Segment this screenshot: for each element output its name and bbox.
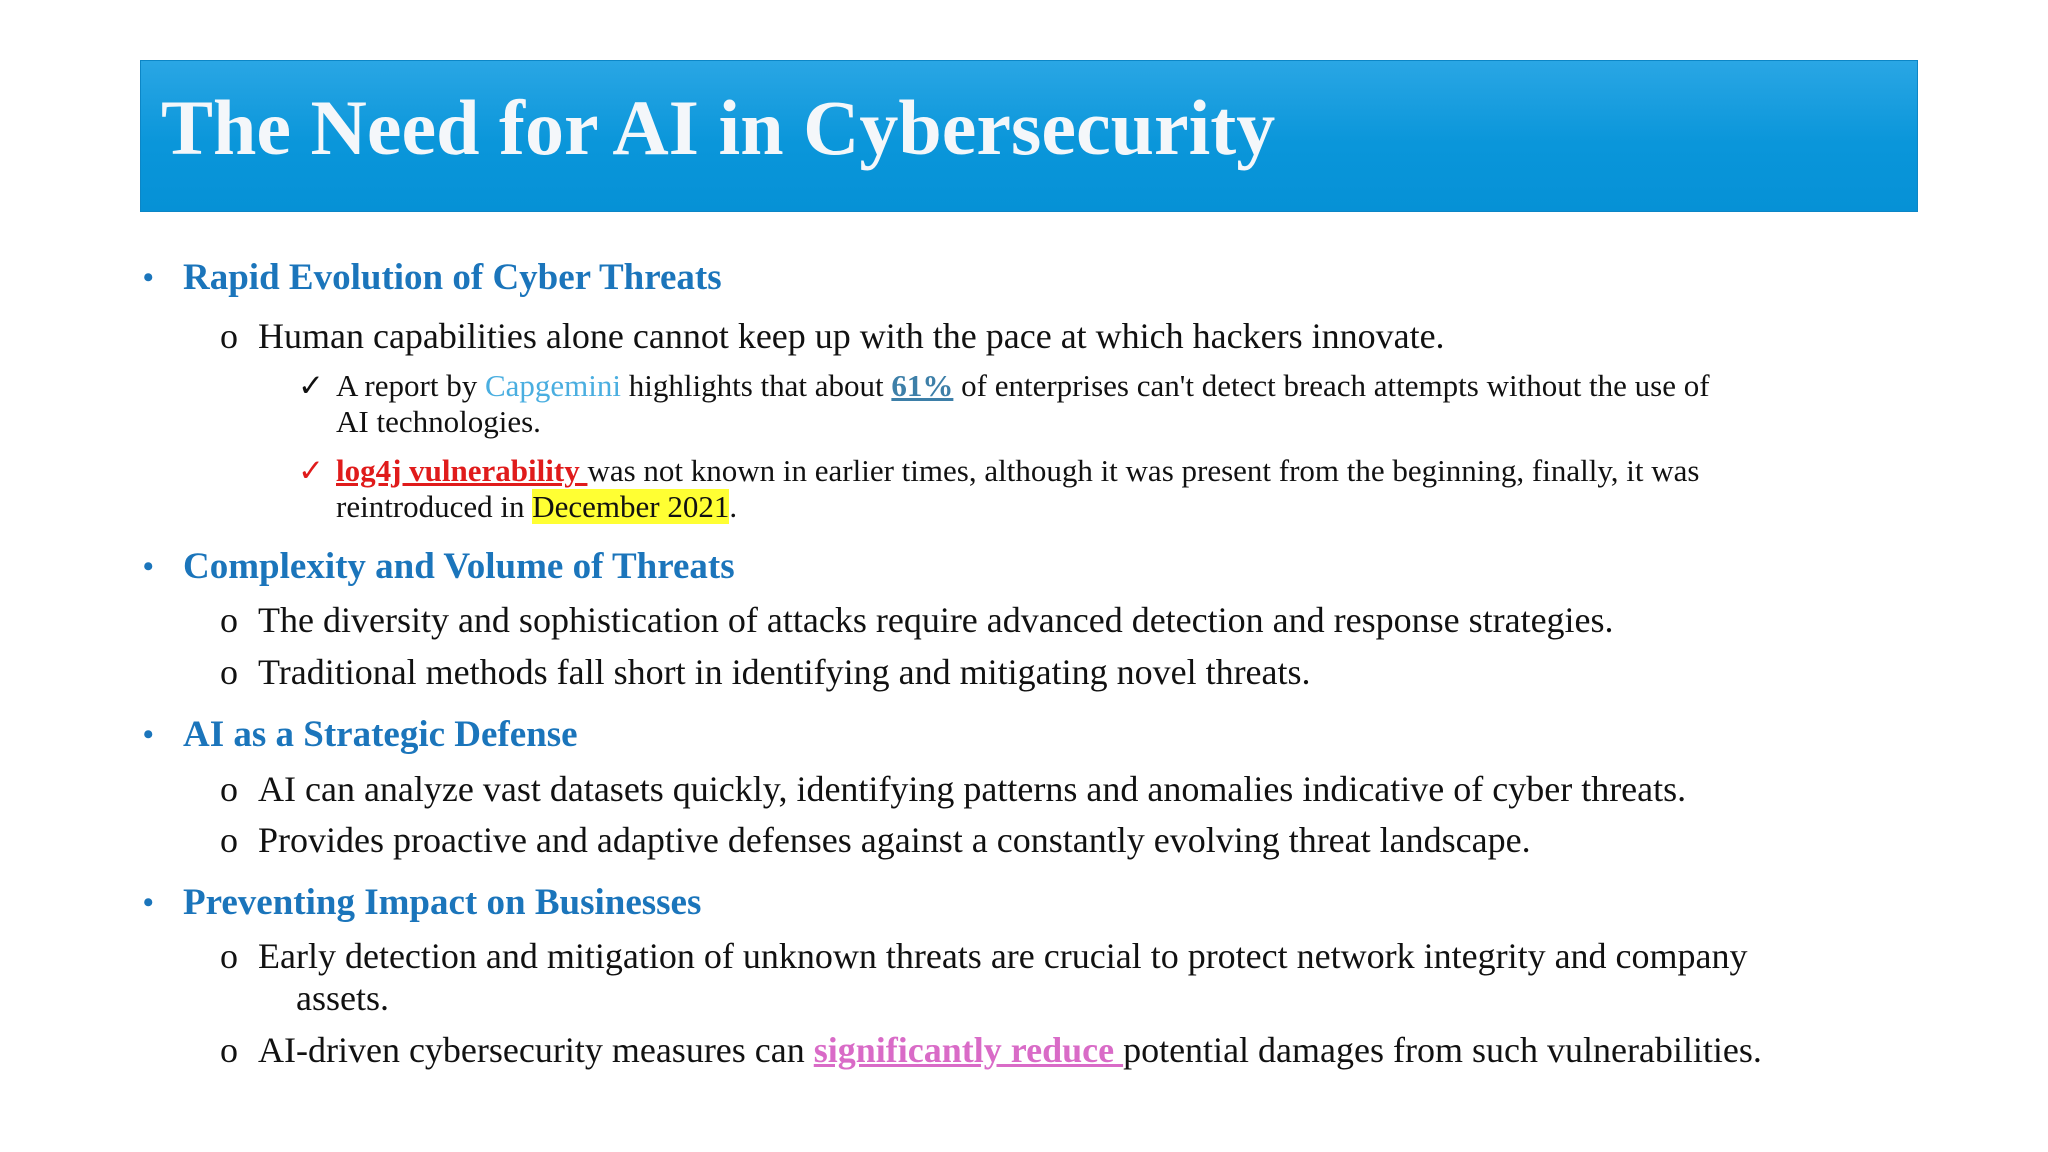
- checkmark-icon: ✓: [298, 368, 324, 403]
- list-item: [220, 1028, 1880, 1072]
- capgemini-text: Capgemini: [484, 368, 621, 403]
- circle-bullet-icon: o: [220, 820, 238, 860]
- point-text-continued: assets.: [296, 978, 389, 1018]
- list-item: [220, 767, 1820, 811]
- point-text: The diversity and sophistication of attacks require advanced detection and response strategies.: [258, 600, 1614, 640]
- bullet-icon: •: [143, 261, 154, 294]
- sub-list-item: [298, 368, 1898, 440]
- list-item: [220, 650, 1820, 694]
- list-item: [220, 934, 1880, 1022]
- significantly-reduce-link[interactable]: significantly reduce: [813, 1030, 1124, 1070]
- point-text: Provides proactive and adaptive defenses against a constantly evolving threat landscape.: [258, 820, 1531, 860]
- heading-text: Preventing Impact on Businesses: [183, 882, 702, 923]
- log4j-link[interactable]: log4j vulnerability: [336, 453, 588, 488]
- sub-list-item: [298, 453, 1898, 525]
- percent-link[interactable]: 61%: [891, 368, 954, 403]
- point-text: Early detection and mitigation of unknown threats are crucial to protect network integrity and company: [258, 936, 1748, 976]
- checkmark-icon: ✓: [298, 453, 324, 488]
- section-heading: [143, 713, 943, 757]
- subpoint-text: A report by Capgemini highlights that about 61% of enterprises can't detect breach attempts without the use of AI technologies.: [336, 368, 1710, 439]
- section-heading: [143, 545, 943, 589]
- subpoint-text: log4j vulnerability was not known in earlier times, although it was present from the beginning, finally, it was reintroduced in December 2021.: [336, 453, 1700, 524]
- list-item: [220, 314, 1820, 358]
- circle-bullet-icon: o: [220, 316, 238, 356]
- point-text: AI can analyze vast datasets quickly, identifying patterns and anomalies indicative of cyber threats.: [258, 769, 1687, 809]
- point-text: AI-driven cybersecurity measures can significantly reduce potential damages from such vulnerabilities.: [258, 1030, 1762, 1070]
- bullet-icon: •: [143, 718, 154, 751]
- heading-text: AI as a Strategic Defense: [183, 714, 578, 755]
- circle-bullet-icon: o: [220, 652, 238, 692]
- section-heading: [143, 256, 943, 300]
- heading-text: Complexity and Volume of Threats: [183, 546, 735, 587]
- section-heading: [143, 881, 943, 925]
- title-bar: [140, 60, 1918, 212]
- circle-bullet-icon: o: [220, 600, 238, 640]
- bullet-icon: •: [143, 550, 154, 583]
- circle-bullet-icon: o: [220, 936, 238, 976]
- point-text: Human capabilities alone cannot keep up with the pace at which hackers innovate.: [258, 316, 1445, 356]
- list-item: [220, 818, 1820, 862]
- list-item: [220, 598, 1820, 642]
- bullet-icon: •: [143, 886, 154, 919]
- circle-bullet-icon: o: [220, 769, 238, 809]
- heading-text: Rapid Evolution of Cyber Threats: [183, 257, 722, 298]
- highlighted-date: December 2021: [532, 489, 730, 524]
- point-text: Traditional methods fall short in identifying and mitigating novel threats.: [258, 652, 1311, 692]
- slide-title: The Need for AI in Cybersecurity: [161, 84, 1276, 171]
- circle-bullet-icon: o: [220, 1030, 238, 1070]
